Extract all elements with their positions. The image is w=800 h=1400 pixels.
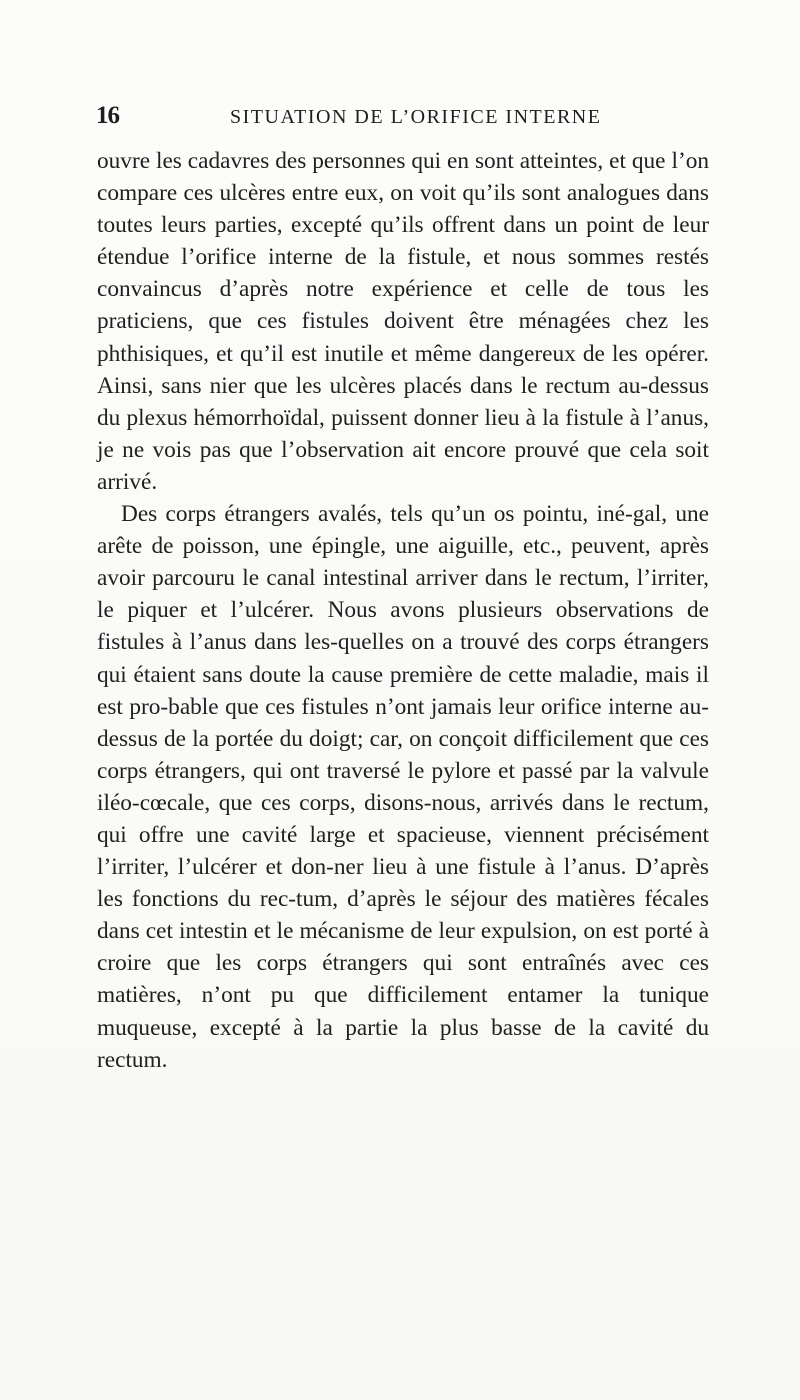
page-header: [96, 100, 716, 140]
body-text: [97, 145, 709, 1076]
paragraph-foreign-bodies: Des corps étrangers avalés, tels qu’un os pointu, iné-gal, une arête de poisson, une épingle, une aiguille, etc., peuvent, après avoir parcouru le canal intestinal arriver dans le rectum, l’irriter, le piquer et l’ulcérer. Nous avons plusieurs observations de fistules à l’anus dans les-quelles on a trouvé des corps étrangers qui étaient sans doute la cause première de cette maladie, mais il est pro-bable que ces fistules n’ont jamais leur orifice interne au-dessus de la portée du doigt; car, on conçoit difficilement que ces corps étrangers, qui ont traversé le pylore et passé par la valvule iléo-cœcale, que ces corps, disons-nous, arrivés dans le rectum, qui offre une cavité large et spacieuse, viennent précisément l’irriter, l’ulcérer et don-ner lieu à une fistule à l’anus. D’après les fonctions du rec-tum, d’après le séjour des matières fécales dans cet intestin et le mécanisme de leur expulsion, on est porté à croire que les corps étrangers qui sont entraînés avec ces matières, n’ont pu que difficilement entamer la tunique muqueuse, excepté à la partie la plus basse de la cavité du rectum.: [97, 501, 709, 1073]
paragraph-continued: ouvre les cadavres des personnes qui en sont atteintes, et que l’on compare ces ulcères entre eux, on voit qu’ils sont analogues dans toutes leurs parties, excepté qu’ils offrent dans un point de leur étendue l’orifice interne de la fistule, et nous sommes restés convaincus d’après notre expérience et celle de tous les praticiens, que ces fistules doivent être ménagées chez les phthisiques, et qu’il est inutile et même dangereux de les opérer. Ainsi, sans nier que les ulcères placés dans le rectum au-dessus du plexus hémorrhoïdal, puissent donner lieu à la fistule à l’anus, je ne vois pas que l’observation ait encore prouvé que cela soit arrivé.: [97, 148, 709, 495]
page-number: 16: [96, 102, 119, 129]
running-head: SITUATION DE L’ORIFICE INTERNE: [230, 106, 602, 128]
